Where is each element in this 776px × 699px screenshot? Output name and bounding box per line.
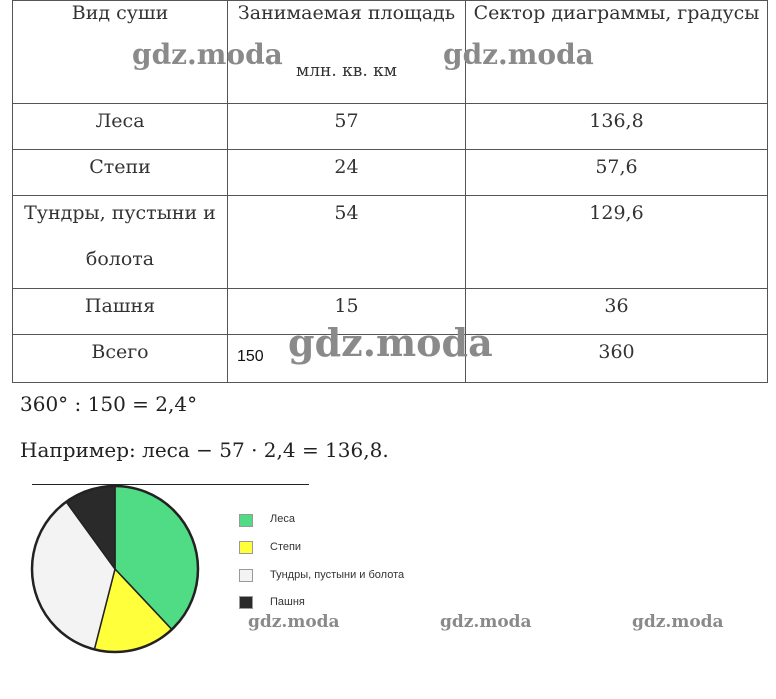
- legend-swatch: [239, 569, 253, 582]
- cell-type: Пашня: [84, 295, 156, 317]
- cell-type: Степи: [89, 156, 151, 178]
- cell-area: 15: [334, 295, 359, 317]
- calc-example: Например: леса − 57 · 2,4 = 136,8.: [20, 438, 389, 462]
- cell-degrees: 136,8: [589, 110, 644, 132]
- cell-total-degrees: 360: [598, 341, 635, 363]
- watermark: gdz.moda: [440, 612, 532, 632]
- cell-type: Леса: [95, 110, 145, 132]
- cell-area: 24: [334, 156, 359, 178]
- cell-area: 57: [334, 110, 359, 132]
- header-area-label: Занимаемая площадь: [237, 2, 456, 24]
- legend-swatch: [239, 514, 253, 527]
- legend-swatch: [239, 541, 253, 554]
- calc-rate: 360° : 150 = 2,4°: [20, 392, 198, 416]
- watermark: gdz.moda: [248, 612, 340, 632]
- cell-total-label: Всего: [91, 341, 149, 363]
- cell-total-area: 150: [237, 348, 264, 365]
- cell-type-line2: болота: [85, 248, 155, 270]
- legend-label: Леса: [270, 513, 295, 525]
- watermark: gdz.moda: [443, 38, 594, 71]
- cell-degrees: 129,6: [589, 202, 644, 224]
- legend-label: Тундры, пустыни и болота: [270, 569, 405, 581]
- legend-label: Степи: [270, 541, 302, 553]
- cell-area: 54: [334, 202, 359, 224]
- watermark: gdz.moda: [288, 320, 493, 365]
- watermark: gdz.moda: [632, 612, 724, 632]
- cell-degrees: 36: [604, 295, 629, 317]
- header-area-unit: млн. кв. км: [295, 61, 397, 81]
- header-land-type-label: Вид суши: [71, 2, 169, 24]
- header-degrees-label: Сектор диаграммы, градусы: [473, 2, 760, 24]
- cell-type-line1: Тундры, пустыни и: [24, 202, 216, 224]
- legend-swatch: [239, 596, 253, 609]
- cell-degrees: 57,6: [595, 156, 638, 178]
- legend-label: Пашня: [270, 596, 305, 608]
- watermark: gdz.moda: [132, 38, 283, 71]
